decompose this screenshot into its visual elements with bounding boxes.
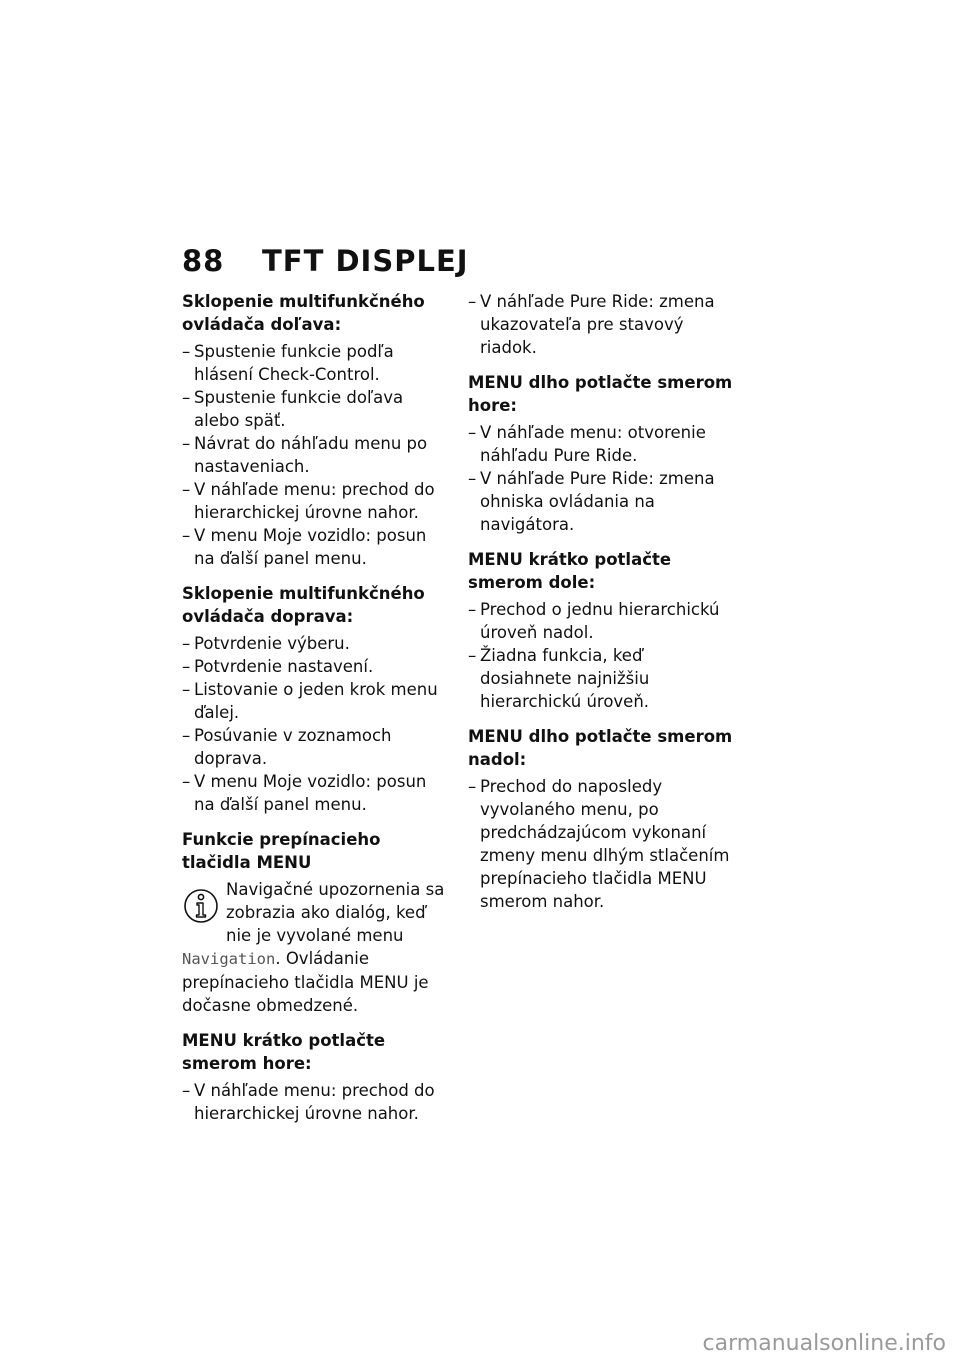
page-header <box>182 244 469 278</box>
list-item: – V náhľade menu: prechod do hierarchickej úrovne nahor. <box>182 478 450 524</box>
list-item: – V náhľade Pure Ride: zmena ohniska ovládania na navigátora. <box>468 467 736 536</box>
list-item: – V menu Moje vozidlo: posun na ďalší panel menu. <box>182 524 450 570</box>
left-column <box>182 290 450 1137</box>
note-text-part: Navigačné upozornenia sa zobrazia ako dialóg, keď nie je vyvolané menu <box>226 880 445 945</box>
list-item: – Potvrdenie výberu. <box>182 632 450 655</box>
list-item: – Potvrdenie nastavení. <box>182 655 450 678</box>
list-item: – Návrat do náhľadu menu po nastaveniach. <box>182 432 450 478</box>
section-right-tilt <box>182 582 450 816</box>
note-text <box>182 878 450 1017</box>
menu-name-code: Navigation <box>182 950 276 968</box>
bullet-list <box>182 632 450 816</box>
watermark: carmanualsonline.info <box>702 1331 946 1356</box>
list-item: – V náhľade menu: prechod do hierarchickej úrovne nahor. <box>182 1079 450 1125</box>
bullet-list <box>468 598 736 713</box>
list-item: – Žiadna funkcia, keď dosiahnete najnižšiu hierarchickú úroveň. <box>468 644 736 713</box>
info-icon <box>182 882 218 926</box>
bullet-list <box>468 421 736 536</box>
list-item: – V náhľade menu: otvorenie náhľadu Pure Ride. <box>468 421 736 467</box>
right-column <box>468 290 736 925</box>
section-left-tilt <box>182 290 450 570</box>
list-item: – Spustenie funkcie doľava alebo späť. <box>182 386 450 432</box>
page-number: 88 <box>182 244 225 278</box>
bullet-list <box>182 1079 450 1125</box>
section-heading: MENU dlho potlačte smerom nadol: <box>468 727 733 769</box>
section-menu-short-down <box>468 548 736 713</box>
list-item: – V menu Moje vozidlo: posun na ďalší panel menu. <box>182 770 450 816</box>
list-item: – Prechod do naposledy vyvolaného menu, po predchádzajúcom vykonaní zmeny menu dlhým stlačením prepínacieho tlačidla MENU smerom nahor. <box>468 775 736 913</box>
list-item: – Prechod o jednu hierarchickú úroveň nadol. <box>468 598 736 644</box>
section-heading: Funkcie prepínacieho tlačidla MENU <box>182 830 381 872</box>
page-title: TFT DISPLEJ <box>262 244 469 278</box>
list-item: – Listovanie o jeden krok menu ďalej. <box>182 678 450 724</box>
bullet-list <box>468 775 736 913</box>
info-note <box>182 878 450 1017</box>
list-item: – V náhľade Pure Ride: zmena ukazovateľa pre stavový riadok. <box>468 290 736 359</box>
list-item: – Spustenie funkcie podľa hlásení Check-Control. <box>182 340 450 386</box>
section-menu-functions <box>182 828 450 1017</box>
section-heading: MENU dlho potlačte smerom hore: <box>468 373 733 415</box>
section-menu-long-up <box>468 371 736 536</box>
section-heading: MENU krátko potlačte smerom hore: <box>182 1031 386 1073</box>
section-menu-short-up <box>182 1029 450 1125</box>
section-heading: Sklopenie multifunkčného ovládača doľava: <box>182 292 425 334</box>
section-menu-long-down <box>468 725 736 913</box>
list-item: – Posúvanie v zoznamoch doprava. <box>182 724 450 770</box>
section-heading: Sklopenie multifunkčného ovládača doprava: <box>182 584 425 626</box>
bullet-list <box>468 290 736 359</box>
note-text-part: . Ovládanie prepínacieho tlačidla MENU je dočasne obmedzené. <box>182 949 429 1015</box>
section-heading: MENU krátko potlačte smerom dole: <box>468 550 672 592</box>
section-continued <box>468 290 736 359</box>
bullet-list <box>182 340 450 570</box>
